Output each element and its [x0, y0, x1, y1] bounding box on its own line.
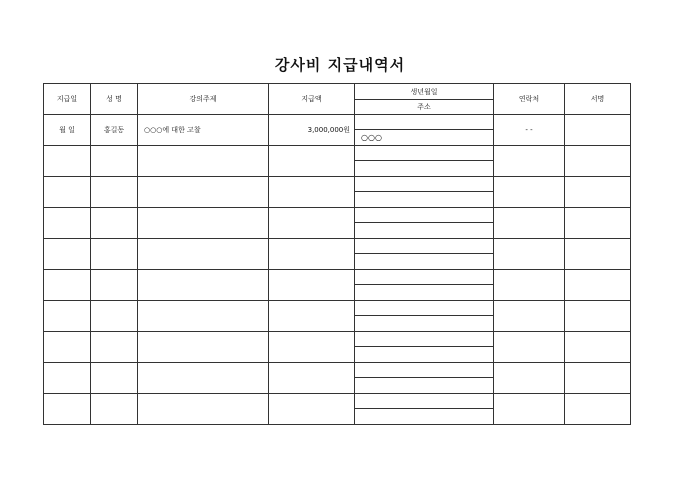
header-pay-date: 지급일: [44, 84, 91, 115]
address-cell: [355, 285, 494, 301]
amount-cell: [269, 363, 355, 394]
name-cell: [91, 270, 138, 301]
amount-cell: [269, 146, 355, 177]
header-address: 주소: [355, 100, 494, 115]
pay-date-cell: [44, 270, 91, 301]
signature-cell: [565, 270, 631, 301]
table-row: [44, 239, 631, 254]
address-cell: [355, 347, 494, 363]
signature-cell: [565, 239, 631, 270]
address-cell: [355, 223, 494, 239]
contact-cell: [494, 177, 565, 208]
topic-cell: [138, 363, 269, 394]
pay-date-cell: [44, 208, 91, 239]
birth-cell: [355, 115, 494, 130]
contact-cell: [494, 332, 565, 363]
name-cell: [91, 394, 138, 425]
name-cell: [91, 146, 138, 177]
contact-cell: [494, 363, 565, 394]
address-cell: [355, 254, 494, 270]
contact-cell: [494, 146, 565, 177]
amount-cell: 3,000,000원: [269, 115, 355, 146]
pay-date-cell: [44, 239, 91, 270]
topic-cell: ○○○에 대한 고찰: [138, 115, 269, 146]
signature-cell: [565, 115, 631, 146]
topic-cell: [138, 177, 269, 208]
contact-cell: [494, 239, 565, 270]
address-cell: [355, 409, 494, 425]
birth-cell: [355, 270, 494, 285]
amount-cell: [269, 270, 355, 301]
birth-cell: [355, 363, 494, 378]
signature-cell: [565, 301, 631, 332]
birth-cell: [355, 177, 494, 192]
address-cell: ○○○: [355, 130, 494, 146]
name-cell: [91, 208, 138, 239]
amount-cell: [269, 332, 355, 363]
birth-cell: [355, 394, 494, 409]
name-cell: [91, 301, 138, 332]
pay-date-cell: [44, 394, 91, 425]
lecture-fee-table: [43, 83, 631, 425]
table-row: [44, 301, 631, 316]
signature-cell: [565, 332, 631, 363]
name-cell: [91, 239, 138, 270]
birth-cell: [355, 301, 494, 316]
signature-cell: [565, 363, 631, 394]
amount-cell: [269, 301, 355, 332]
address-cell: [355, 378, 494, 394]
table-header: [44, 84, 631, 115]
topic-cell: [138, 270, 269, 301]
contact-cell: [494, 301, 565, 332]
pay-date-cell: [44, 332, 91, 363]
pay-date-cell: [44, 363, 91, 394]
amount-cell: [269, 208, 355, 239]
document-title: 강사비 지급내역서: [274, 56, 406, 74]
header-contact: 연락처: [494, 84, 565, 115]
topic-cell: [138, 332, 269, 363]
signature-cell: [565, 208, 631, 239]
address-cell: [355, 161, 494, 177]
contact-cell: [494, 394, 565, 425]
table-row: [44, 270, 631, 285]
pay-date-cell: [44, 301, 91, 332]
signature-cell: [565, 177, 631, 208]
birth-cell: [355, 208, 494, 223]
signature-cell: [565, 394, 631, 425]
pay-date-cell: [44, 146, 91, 177]
address-cell: [355, 316, 494, 332]
table-body: [44, 115, 631, 425]
amount-cell: [269, 177, 355, 208]
name-cell: [91, 363, 138, 394]
table-row: [44, 208, 631, 223]
amount-cell: [269, 394, 355, 425]
topic-cell: [138, 239, 269, 270]
contact-cell: - -: [494, 115, 565, 146]
topic-cell: [138, 301, 269, 332]
header-signature: 서명: [565, 84, 631, 115]
table-row: [44, 394, 631, 409]
pay-date-cell: 월 일: [44, 115, 91, 146]
table-row: [44, 177, 631, 192]
pay-date-cell: [44, 177, 91, 208]
amount-cell: [269, 239, 355, 270]
topic-cell: [138, 146, 269, 177]
table-row: [44, 363, 631, 378]
birth-cell: [355, 146, 494, 161]
header-topic: 강의주제: [138, 84, 269, 115]
address-cell: [355, 192, 494, 208]
birth-cell: [355, 239, 494, 254]
header-name: 성 명: [91, 84, 138, 115]
table-row: [44, 115, 631, 130]
topic-cell: [138, 208, 269, 239]
table-row: [44, 146, 631, 161]
name-cell: [91, 332, 138, 363]
signature-cell: [565, 146, 631, 177]
header-amount: 지급액: [269, 84, 355, 115]
topic-cell: [138, 394, 269, 425]
table-row: [44, 332, 631, 347]
name-cell: [91, 177, 138, 208]
name-cell: 홍길동: [91, 115, 138, 146]
contact-cell: [494, 270, 565, 301]
header-birth: 생년월일: [355, 84, 494, 100]
birth-cell: [355, 332, 494, 347]
contact-cell: [494, 208, 565, 239]
